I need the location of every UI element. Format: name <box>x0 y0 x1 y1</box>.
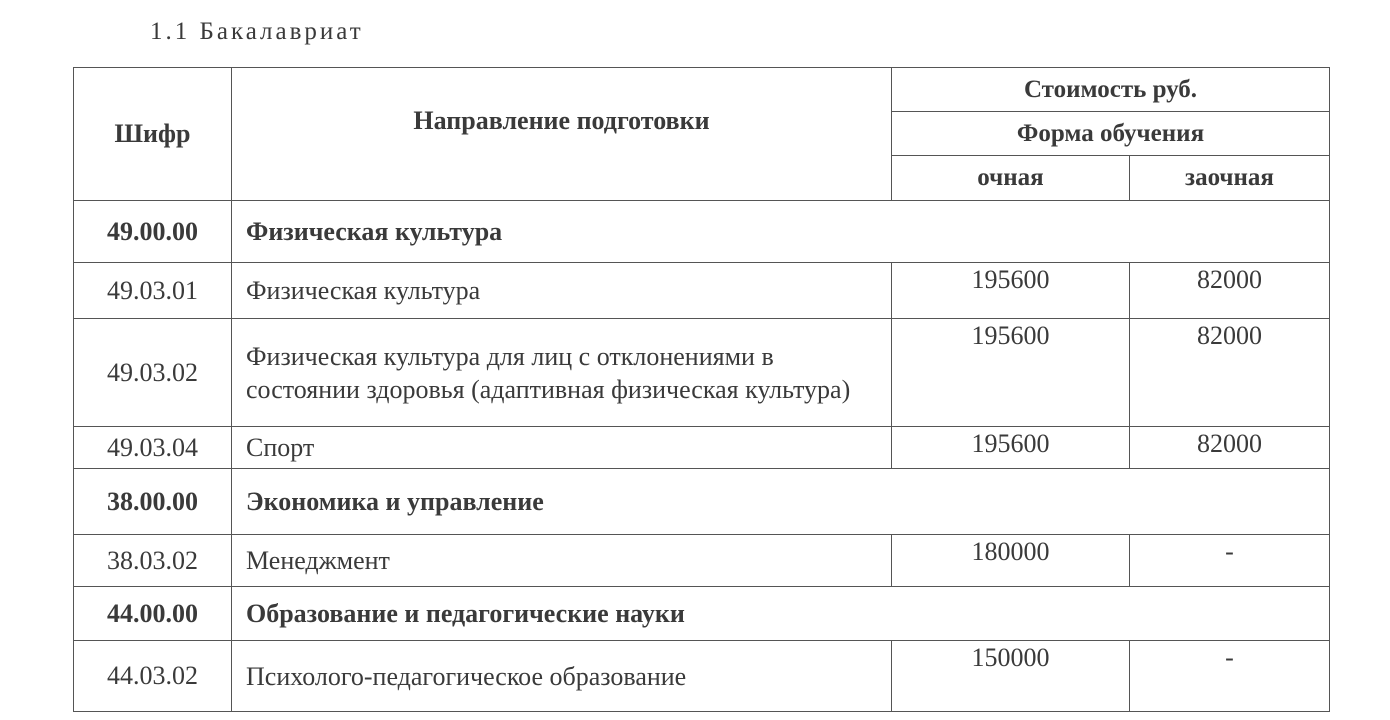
row-part-time-cost: 82000 <box>1130 427 1330 469</box>
table-row <box>74 263 1330 319</box>
row-code: 49.03.04 <box>74 427 232 469</box>
header-full-time: очная <box>892 156 1130 201</box>
row-name: Физическая культура <box>232 263 892 319</box>
header-study-form: Форма обучения <box>892 112 1330 156</box>
row-code: 38.03.02 <box>74 535 232 587</box>
group-row <box>74 469 1330 535</box>
row-part-time-cost: - <box>1130 641 1330 712</box>
row-name: Психолого-педагогическое образование <box>232 641 892 712</box>
table-row <box>74 535 1330 587</box>
section-title: 1.1 Бакалавриат <box>150 18 364 45</box>
group-code: 49.00.00 <box>74 201 232 263</box>
row-code: 44.03.02 <box>74 641 232 712</box>
group-code: 38.00.00 <box>74 469 232 535</box>
header-code: Шифр <box>74 68 232 201</box>
group-row <box>74 201 1330 263</box>
group-code: 44.00.00 <box>74 587 232 641</box>
group-name: Физическая культура <box>232 201 1330 263</box>
row-full-time-cost: 195600 <box>892 263 1130 319</box>
header-direction: Направление подготовки <box>232 68 892 201</box>
table-row <box>74 427 1330 469</box>
row-name: Спорт <box>232 427 892 469</box>
row-name: Менеджмент <box>232 535 892 587</box>
row-code: 49.03.02 <box>74 319 232 427</box>
table-row <box>74 641 1330 712</box>
row-part-time-cost: 82000 <box>1130 263 1330 319</box>
group-name: Образование и педагогические науки <box>232 587 1330 641</box>
header-cost: Стоимость руб. <box>892 68 1330 112</box>
row-full-time-cost: 150000 <box>892 641 1130 712</box>
tuition-table <box>73 67 1330 712</box>
row-part-time-cost: - <box>1130 535 1330 587</box>
header-part-time: заочная <box>1130 156 1330 201</box>
row-name: Физическая культура для лиц с отклонениями в состоянии здоровья (адаптивная физическая культура) <box>232 319 892 427</box>
row-full-time-cost: 180000 <box>892 535 1130 587</box>
table-row <box>74 319 1330 427</box>
row-code: 49.03.01 <box>74 263 232 319</box>
row-full-time-cost: 195600 <box>892 319 1130 427</box>
row-part-time-cost: 82000 <box>1130 319 1330 427</box>
group-name: Экономика и управление <box>232 469 1330 535</box>
row-full-time-cost: 195600 <box>892 427 1130 469</box>
group-row <box>74 587 1330 641</box>
